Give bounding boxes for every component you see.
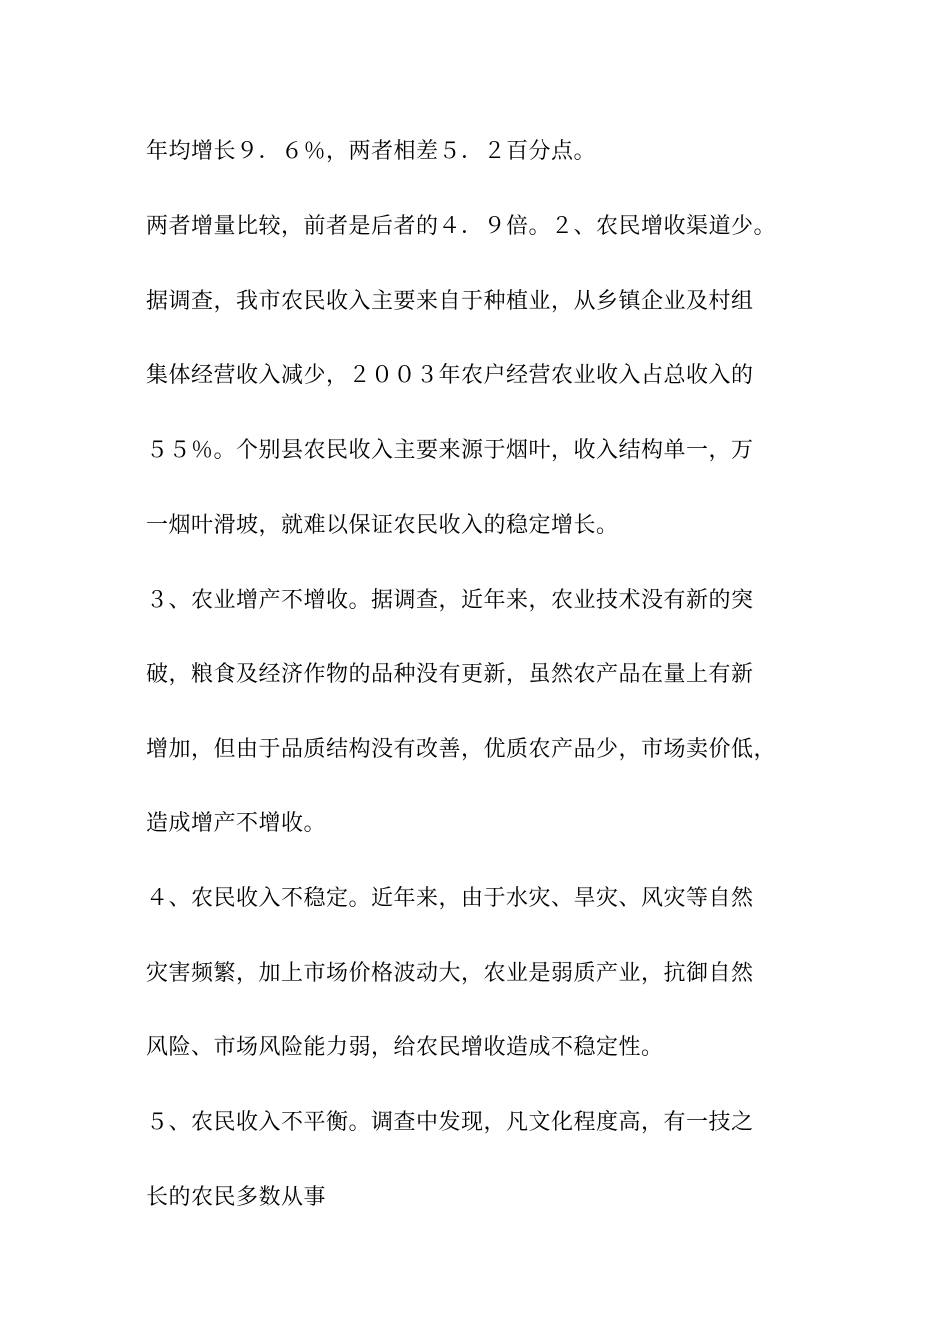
text-line: 两者增量比较，前者是后者的４．９倍。２、农民增收渠道少。 [146,214,777,239]
text-line: ３、农业增产不增收。据调查，近年来，农业技术没有新的突 [146,588,754,613]
text-line: 一烟叶滑坡，就难以保证农民收入的稳定增长。 [146,513,619,538]
text-line: ４、农民收入不稳定。近年来，由于水灾、旱灾、风灾等自然 [146,886,754,911]
text-line: 灾害频繁，加上市场价格波动大，农业是弱质产业，抗御自然 [146,961,754,986]
text-line: 破，粮食及经济作物的品种没有更新，虽然农产品在量上有新 [146,662,754,687]
text-line: 风险、市场风险能力弱，给农民增收造成不稳定性。 [146,1035,664,1060]
text-line: 年均增长９．６％，两者相差５．２百分点。 [146,139,597,164]
text-line: ５、农民收入不平衡。调查中发现，凡文化程度高，有一技之 [146,1110,754,1135]
text-line: 长的农民多数从事 [146,1185,327,1210]
text-line: 增加，但由于品质结构没有改善，优质农产品少，市场卖价低， [146,737,777,762]
text-line: 集体经营收入减少，２００３年农户经营农业收入占总收入的 [146,363,754,388]
text-line: 据调查，我市农民收入主要来自于种植业，从乡镇企业及村组 [146,289,754,314]
text-line: ５５％。个别县农民收入主要来源于烟叶，收入结构单一，万 [146,438,754,463]
text-line: 造成增产不增收。 [146,811,327,836]
